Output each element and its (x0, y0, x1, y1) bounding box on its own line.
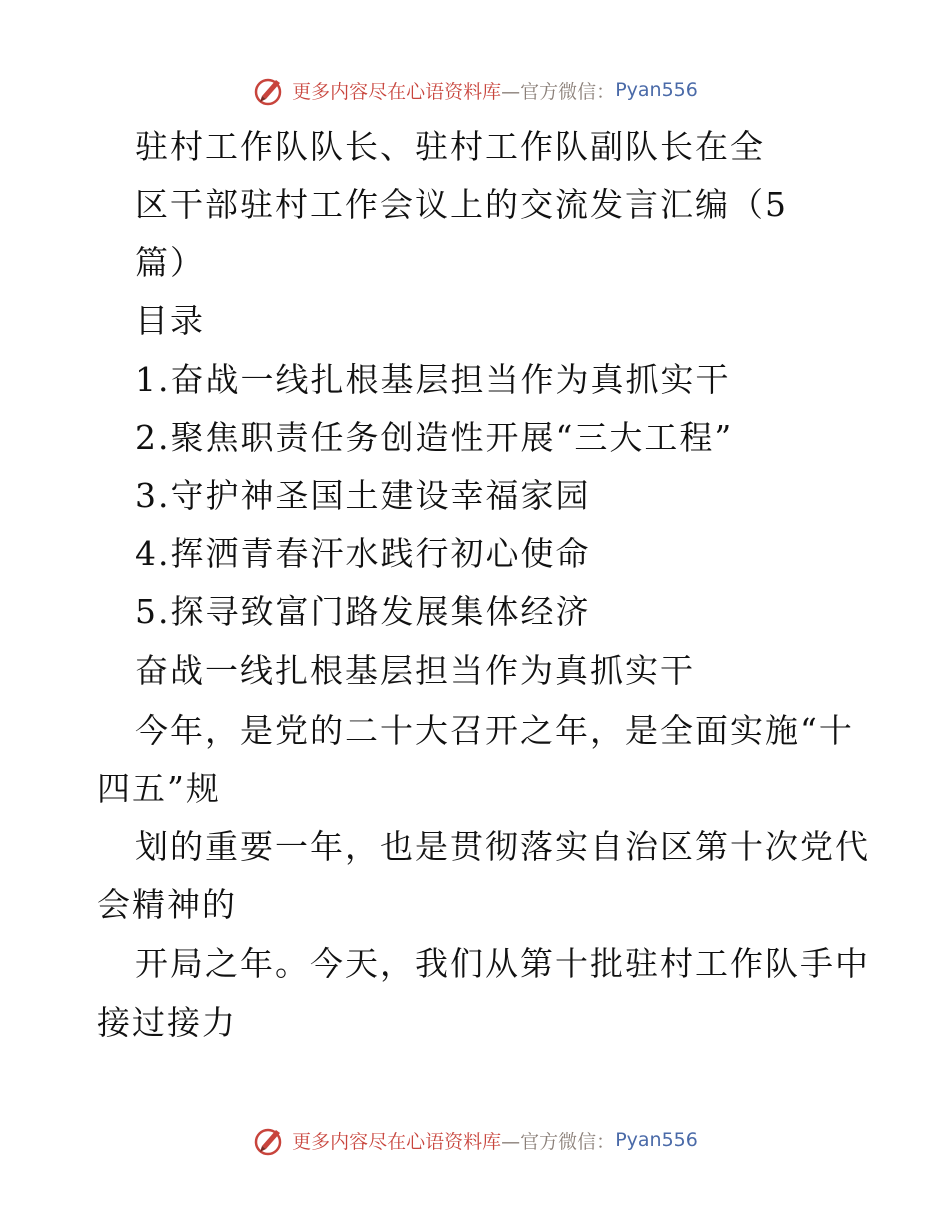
banner-wechat-id: Pyan556 (615, 79, 698, 101)
banner-wechat-label: —官方微信： (501, 1130, 616, 1153)
pen-logo-icon (252, 1122, 288, 1158)
toc-item-1: 1.奋战一线扎根基层担当作为真抓实干 (135, 360, 731, 399)
toc-item-2: 2.聚焦职责任务创造性开展“三大工程” (135, 418, 734, 457)
toc-item-3: 3.守护神圣国土建设幸福家园 (135, 476, 591, 515)
article-line-5: 开局之年。今天，我们从第十批驻村工作队手中 (135, 944, 870, 983)
pen-logo-icon (252, 72, 288, 108)
toc-item-4: 4.挥洒青春汗水践行初心使命 (135, 534, 591, 573)
article-line-4: 会精神的 (97, 885, 237, 924)
footer-banner (0, 1120, 950, 1160)
article-line-1: 今年，是党的二十大召开之年，是全面实施“十 (135, 711, 854, 750)
toc-heading: 目录 (135, 301, 205, 340)
banner-site-text: 更多内容尽在心语资料库 (292, 80, 502, 103)
doc-title-line-1: 驻村工作队队长、驻村工作队副队长在全 (135, 127, 765, 166)
banner-site-text: 更多内容尽在心语资料库 (292, 1130, 502, 1153)
banner-wechat-id: Pyan556 (615, 1129, 698, 1151)
header-banner (0, 70, 950, 110)
article-heading: 奋战一线扎根基层担当作为真抓实干 (135, 651, 695, 690)
doc-title-line-2: 区干部驻村工作会议上的交流发言汇编（5 (135, 185, 788, 224)
banner-wechat-label: —官方微信： (501, 80, 616, 103)
article-line-2: 四五”规 (97, 769, 221, 808)
article-line-3: 划的重要一年，也是贯彻落实自治区第十次党代 (135, 827, 870, 866)
doc-title-line-3: 篇） (135, 243, 205, 282)
article-line-6: 接过接力 (97, 1003, 237, 1042)
toc-item-5: 5.探寻致富门路发展集体经济 (135, 592, 591, 631)
